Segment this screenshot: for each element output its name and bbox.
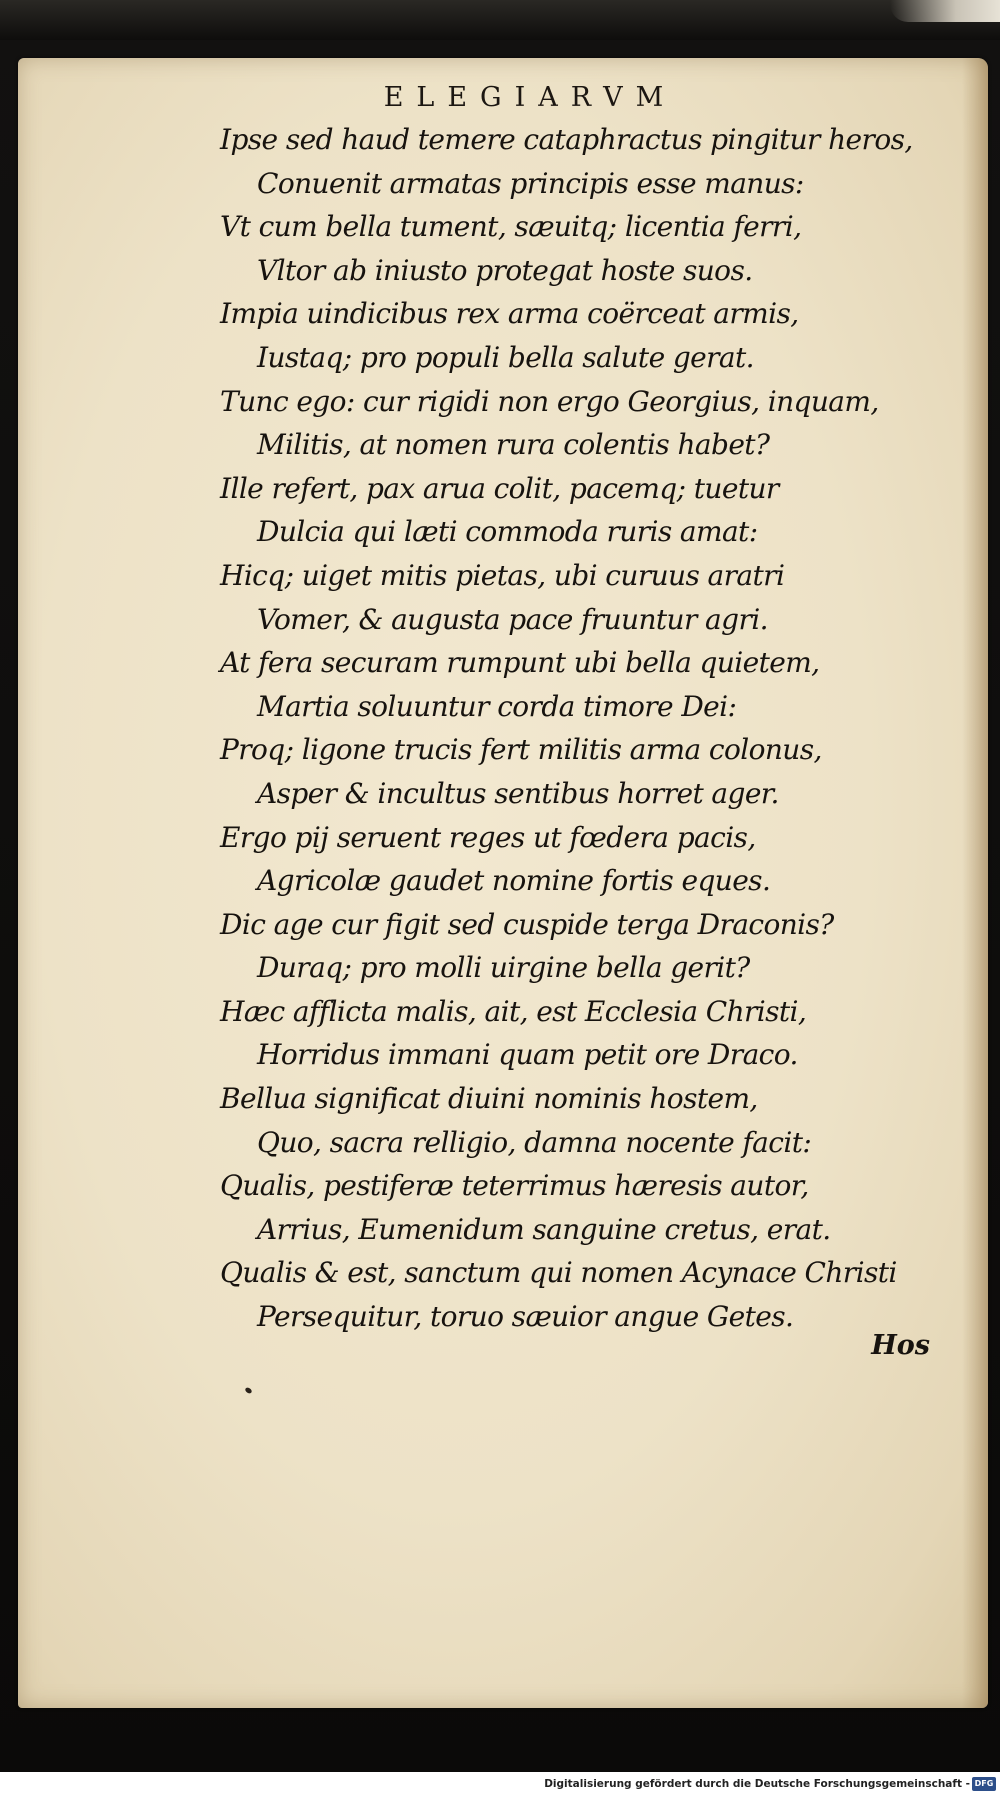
- verse-line: Ille refert, pax arua colit, pacemq; tuetur: [220, 471, 779, 505]
- verse-line: Hicq; uiget mitis pietas, ubi curuus aratri: [220, 558, 785, 592]
- verse-line: Asper & incultus sentibus horret ager.: [257, 776, 779, 810]
- verse-line: Agricolæ gaudet nomine fortis eques.: [257, 864, 771, 898]
- attribution-strip: [0, 1772, 1000, 1794]
- verse-line: Persequitur, toruo sæuior angue Getes.: [257, 1300, 794, 1334]
- running-head: ELEGIARVM: [383, 82, 677, 113]
- verse-line: Impia uindicibus rex arma coërceat armis,: [220, 297, 799, 331]
- verse-line: Vomer, & augusta pace fruuntur agri.: [257, 602, 768, 636]
- attribution-text: Digitalisierung gefördert durch die Deutsche Forschungsgemeinschaft -: [544, 1778, 970, 1790]
- verse-line: At fera securam rumpunt ubi bella quietem,: [220, 646, 820, 680]
- scanner-top-edge: [0, 0, 1000, 40]
- dfg-logo-icon: DFG: [972, 1777, 996, 1791]
- verse-line: Horridus immani quam petit ore Draco.: [257, 1038, 798, 1072]
- verse-line: Bellua significat diuini nominis hostem,: [220, 1082, 758, 1116]
- verse-line: Proq; ligone trucis fert militis arma colonus,: [220, 733, 822, 767]
- page-gutter-shadow: [962, 58, 988, 1708]
- verse-line: Iustaq; pro populi bella salute gerat.: [257, 340, 754, 374]
- verse-line: Dulcia qui læti commoda ruris amat:: [257, 515, 758, 549]
- verse-line: Ipse sed haud temere cataphractus pingitur heros,: [220, 123, 913, 156]
- verse-line: Conuenit armatas principis esse manus:: [257, 166, 804, 200]
- verse-line: Qualis & est, sanctum qui nomen Acynace Christi: [220, 1256, 897, 1290]
- verse-line: Qualis, pestiferæ teterrimus hæresis autor,: [220, 1169, 809, 1203]
- verse-line: Quo, sacra relligio, damna nocente facit:: [257, 1125, 812, 1159]
- next-page-edge: [890, 0, 1000, 22]
- catchword: Hos: [871, 1330, 930, 1361]
- verse-line: Martia soluuntur corda timore Dei:: [257, 689, 737, 723]
- verse-line: Vltor ab iniusto protegat hoste suos.: [257, 253, 753, 287]
- verse-line: Dic age cur figit sed cuspide terga Draconis?: [220, 907, 834, 941]
- verse-line: Ergo pij seruent reges ut fœdera pacis,: [220, 820, 756, 854]
- verse-line: Duraq; pro molli uirgine bella gerit?: [257, 951, 750, 985]
- verse-line: Vt cum bella tument, sæuitq; licentia ferri,: [220, 210, 802, 244]
- verse-line: Tunc ego: cur rigidi non ergo Georgius, inquam,: [220, 384, 879, 418]
- verse-line: Hæc afflicta malis, ait, est Ecclesia Christi,: [220, 994, 807, 1028]
- verse-line: Arrius, Eumenidum sanguine cretus, erat.: [257, 1212, 831, 1246]
- verse-line: Militis, at nomen rura colentis habet?: [257, 428, 770, 462]
- verse-block: [220, 118, 913, 1339]
